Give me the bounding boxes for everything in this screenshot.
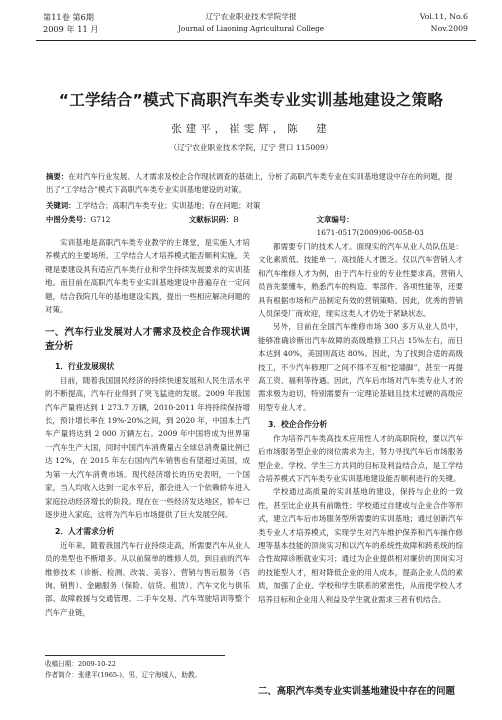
- clc-number: 中图分类号：G712: [46, 215, 111, 224]
- left-column: [45, 236, 250, 619]
- journal-name-cn: 辽宁农业职业技术学院学报: [205, 12, 297, 21]
- journal-name-en: Journal of Liaoning Agricultural College: [177, 24, 324, 33]
- section-heading-1: 一、汽车行业发展对人才需求及校企合作现状调查分析: [45, 327, 250, 353]
- subsection-heading-2: 2．人才需求分析: [55, 527, 115, 537]
- article-number: 文章编号：1671-0517(2009)06-0058-03: [316, 215, 424, 237]
- document-code: 文献标识码：B: [188, 215, 239, 224]
- paper-title: “工学结合”模式下高职汽车类专业实训基地建设之策略: [58, 91, 444, 109]
- right-column: [258, 240, 463, 606]
- header-vol-no: Vol.11, No.6: [419, 12, 468, 21]
- header-rule: [36, 40, 476, 41]
- section-heading-2: 二、高职汽车类专业实训基地建设中存在的问题: [258, 686, 455, 697]
- intro-paragraph: 实训基地是高职汽车类专业教学的主课堂，是实施人才培养模式的主要场所。工学结合人才培养模式能否顺利实施，关键是要建设具有适应汽车类行业和学生持续发展要求的实训基地。而目前在高职汽车类专业实训基地建设中普遍存在一定问题，结合我院几年的基地建设实践，提出一些相应解决问题的对策。: [45, 238, 250, 315]
- running-header: [0, 0, 502, 46]
- author-affiliation: （辽宁农业职业技术学院，辽宁 营口 115009）: [169, 143, 333, 152]
- abstract: [46, 171, 454, 196]
- footnote: [45, 655, 225, 681]
- header-volume-issue: 第11卷 第6期: [43, 12, 94, 22]
- body-paragraph: 作为培养汽车类高技术应用性人才的高职院校，要以汽车后市场服务型企业的岗位需求为主，努力寻找汽车后市场服务型企业、学校、学生三方共同的目标及利益结合点，是工学结合培养模式下汽车类专业实训基地建设能否顺利进行的关键。: [258, 433, 463, 483]
- subsection-heading-1: 1．行业发展现状: [55, 362, 115, 372]
- paper-authors: 张建平，崔雯辉，陈 建: [171, 123, 331, 135]
- header-volume-en: [420, 11, 468, 35]
- subsection-heading-3: 3．校企合作分析: [268, 420, 328, 430]
- body-paragraph: 目前，随着我国国民经济的持续快速发展和人民生活水平的不断提高，汽车行业得到了突飞猛进的发展。2009 年我国汽车产量将达到 1 273.7 万辆，2010-2011 年将持续保持增长，预计增长率在 19%-20%之间，到 2020 年，中国本土汽车产量将达到 2 000 万辆左右。2009 年中国将成为世界第一汽车生产大国，同时中国汽车消费量占全球总消费量比例已达 12%，在 2015 年左右国内汽车销售也有望超过美国，成为第一大汽车消费市场。现代经济增长的历史表明，一个国家，当人均收入达到一定水平后，都会进入一个依赖轿车进入家庭拉动经济增长的阶段。现在在一些经济发达地区，轿车已逐步进入家庭，这将为汽车后市场提供了巨大发展空间。: [45, 375, 250, 519]
- abstract-text: 在对汽车行业发展、人才需求及校企合作现状调查的基础上，分析了高职汽车类专业在实训基地建设中存在的问题，提出了“工学结合”模式下高职汽车类专业实训基地建设的对策。: [46, 172, 453, 194]
- keywords: [46, 200, 454, 213]
- body-paragraph: 另外，目前在全国汽车维修市场 300 多万从业人员中，能够准确诊断出汽车故障的高级维修工只占 15%左右，而日本达到 40%，美国则高达 80%。因此，为了找到合适的高级技工，不少汽车修理厂之间不得不互相“挖墙脚”，甚至一再提高工资、福利等待遇。因此，汽车后市场对汽车类专业人才的需求极为迫切，特别需要有一定理论基础且技术过硬的高级应用型专业人才。: [258, 322, 463, 412]
- keywords-text: 工学结合；高职汽车类专业；实训基地；存在问题；对策: [75, 201, 261, 210]
- body-paragraph: 都需要专门的技术人才。面现实的汽车从业人员队伍是：文化素质低、技能单一、高技能人才匮乏。仅以汽车营销人才和汽车维修人才为例，由于汽车行业的专业性要求高，营销人员首先要懂车，熟悉汽车的构造、零部件、各项性能等，还要具有根据市场和产品制定有效的营销策略。因此，优秀的营销人员深受厂商欢迎，现实这类人才仍处于紧缺状态。: [258, 242, 463, 319]
- keywords-label: 关键词：: [46, 201, 76, 210]
- header-date-cn: 2009 年 11 月: [43, 24, 99, 34]
- header-date-en: Nov.2009: [430, 24, 468, 33]
- received-date: 收稿日期：2009-10-22: [45, 660, 116, 668]
- body-paragraph: 近年来，随着我国汽车行业持续走高，所需要汽车从业人员的类型也不断增多。从以前简单的维修人员，到目前的汽车维修技术（诊断、检测、改装、美容）、营销与售后服务（咨询、销售）、金融服务（保险、信贷、租赁）、汽车文化与俱乐部、故障救援与交通管理、二手车交易、汽车驾驶培训等整个汽车产业链，: [45, 540, 250, 617]
- abstract-label: 摘要：: [46, 172, 69, 181]
- body-paragraph: 学校通过高质量的实训基地的建设，保持与企业的一致性，甚至比企业具有前瞻性；学校通过自建或与企业合作等形式，建立汽车后市场服务型所需要的实训基地；通过创新汽车类专业人才培养模式，实现学生对汽车维护保养和汽车操作修理等基本技能的顶岗实习和以汽车的系统性故障和跨系统的综合性故障诊断就业实习；通过为企业提供相对廉价的顶岗实习的技能型人才，相对降低企业的用人成本，提高企业人员的素质，加强了企业、学校和学生联系的紧密性，从而使学校人才培养目标和企业用人利益及学生就业需求三者有机结合。: [258, 487, 463, 604]
- author-bio: 作者简介：张建平(1965-)，男，辽宁海城人，助教。: [45, 671, 202, 679]
